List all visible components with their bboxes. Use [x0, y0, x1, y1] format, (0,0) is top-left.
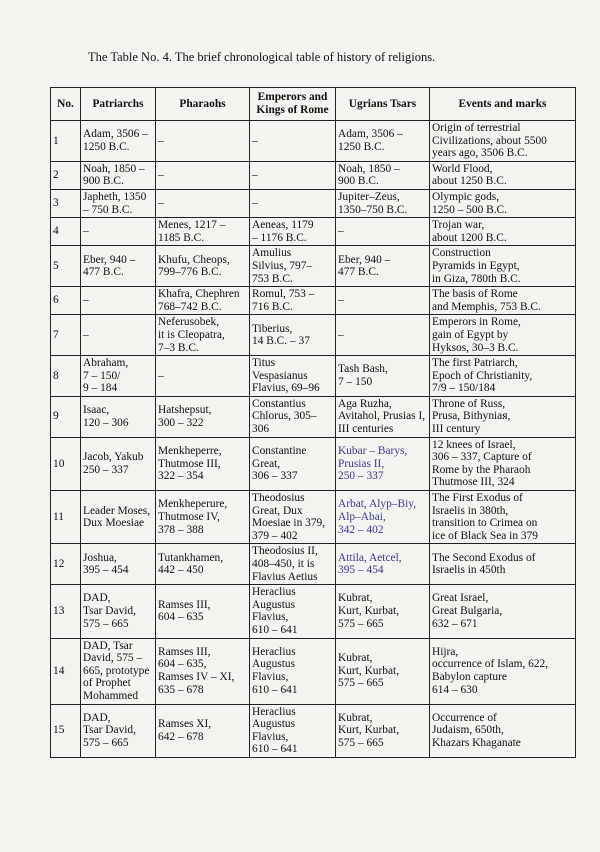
cell-events: Olympic gods, 1250 – 500 B.C.: [430, 189, 576, 217]
table-row: [51, 356, 576, 397]
table-row: [51, 396, 576, 437]
cell-ugrians: Attila, Aetcel, 395 – 454: [336, 544, 430, 585]
cell-no: 14: [51, 638, 81, 704]
cell-pharaohs: –: [156, 161, 250, 189]
cell-emperors: –: [250, 161, 336, 189]
cell-emperors: –: [250, 189, 336, 217]
cell-ugrians: –: [336, 315, 430, 356]
cell-events: Origin of terrestrial Civilizations, about 5500 years ago, 3506 B.C.: [430, 121, 576, 162]
cell-pharaohs: Tutankhamen, 442 – 450: [156, 544, 250, 585]
chronological-table: [50, 87, 576, 758]
table-row: [51, 287, 576, 315]
cell-no: 3: [51, 189, 81, 217]
header-ugrians: Ugrians Tsars: [336, 88, 430, 121]
table-row: [51, 315, 576, 356]
cell-patriarchs: –: [81, 315, 156, 356]
cell-pharaohs: –: [156, 121, 250, 162]
table-body: [51, 121, 576, 758]
cell-pharaohs: Menkheperre, Thutmose III, 322 – 354: [156, 437, 250, 490]
cell-no: 5: [51, 246, 81, 287]
cell-patriarchs: DAD, Tsar David, 575 – 665, prototype of Prophet Mohammed: [81, 638, 156, 704]
header-patriarchs: Patriarchs: [81, 88, 156, 121]
cell-events: Construction Pyramids in Egypt, in Giza, 780th B.C.: [430, 246, 576, 287]
cell-patriarchs: DAD, Tsar David, 575 – 665: [81, 704, 156, 757]
table-row: [51, 437, 576, 490]
cell-pharaohs: Ramses III, 604 – 635: [156, 585, 250, 638]
cell-pharaohs: Menes, 1217 – 1185 B.C.: [156, 218, 250, 246]
cell-events: The First Exodus of Israelis in 380th, transition to Crimea on ice of Black Sea in 379: [430, 491, 576, 544]
cell-ugrians: Jupiter–Zeus, 1350–750 B.C.: [336, 189, 430, 217]
header-no: No.: [51, 88, 81, 121]
cell-ugrians: Tash Bash, 7 – 150: [336, 356, 430, 397]
cell-no: 7: [51, 315, 81, 356]
cell-events: Emperors in Rome, gain of Egypt by Hyksos, 30–3 B.C.: [430, 315, 576, 356]
header-emperors: Emperors and Kings of Rome: [250, 88, 336, 121]
cell-no: 2: [51, 161, 81, 189]
cell-no: 11: [51, 491, 81, 544]
cell-pharaohs: Khafra, Chephren 768–742 B.C.: [156, 287, 250, 315]
cell-patriarchs: Japheth, 1350 – 750 B.C.: [81, 189, 156, 217]
table-row: [51, 704, 576, 757]
cell-emperors: Constantius Chlorus, 305– 306: [250, 396, 336, 437]
table-row: [51, 544, 576, 585]
cell-pharaohs: Neferusobek, it is Cleopatra, 7–3 B.C.: [156, 315, 250, 356]
table-row: [51, 161, 576, 189]
cell-patriarchs: –: [81, 287, 156, 315]
table-row: [51, 246, 576, 287]
cell-events: The basis of Rome and Memphis, 753 B.C.: [430, 287, 576, 315]
cell-patriarchs: Isaac, 120 – 306: [81, 396, 156, 437]
cell-no: 10: [51, 437, 81, 490]
cell-patriarchs: Leader Moses, Dux Moesiae: [81, 491, 156, 544]
cell-no: 8: [51, 356, 81, 397]
cell-ugrians: –: [336, 218, 430, 246]
cell-patriarchs: DAD, Tsar David, 575 – 665: [81, 585, 156, 638]
cell-patriarchs: –: [81, 218, 156, 246]
cell-ugrians: Noah, 1850 – 900 B.C.: [336, 161, 430, 189]
cell-no: 9: [51, 396, 81, 437]
cell-patriarchs: Jacob, Yakub 250 – 337: [81, 437, 156, 490]
table-row: [51, 585, 576, 638]
header-events: Events and marks: [430, 88, 576, 121]
cell-pharaohs: Ramses III, 604 – 635, Ramses IV – XI, 635 – 678: [156, 638, 250, 704]
cell-emperors: Titus Vespasianus Flavius, 69–96: [250, 356, 336, 397]
cell-emperors: Romul, 753 – 716 B.C.: [250, 287, 336, 315]
cell-ugrians: Kubar – Barys, Prusias II, 250 – 337: [336, 437, 430, 490]
cell-ugrians: Adam, 3506 – 1250 B.C.: [336, 121, 430, 162]
cell-pharaohs: Menkheperure, Thutmose IV, 378 – 388: [156, 491, 250, 544]
header-pharaohs: Pharaohs: [156, 88, 250, 121]
table-row: [51, 121, 576, 162]
cell-pharaohs: Khufu, Cheops, 799–776 B.C.: [156, 246, 250, 287]
cell-ugrians: Arbat, Alyp–Biy, Alp–Abai, 342 – 402: [336, 491, 430, 544]
cell-events: World Flood, about 1250 B.C.: [430, 161, 576, 189]
cell-emperors: Constantine Great, 306 – 337: [250, 437, 336, 490]
cell-pharaohs: –: [156, 356, 250, 397]
cell-emperors: Theodosius Great, Dux Moesiae in 379, 379 – 402: [250, 491, 336, 544]
cell-emperors: Tiberius, 14 B.C. – 37: [250, 315, 336, 356]
cell-ugrians: –: [336, 287, 430, 315]
table-header-row: [51, 88, 576, 121]
cell-ugrians: Aga Ruzha, Avitahol, Prusias I, III centuries: [336, 396, 430, 437]
cell-events: The Second Exodus of Israelis in 450th: [430, 544, 576, 585]
cell-patriarchs: Noah, 1850 – 900 B.C.: [81, 161, 156, 189]
cell-emperors: Amulius Silvius, 797– 753 B.C.: [250, 246, 336, 287]
cell-no: 1: [51, 121, 81, 162]
cell-ugrians: Kubrat, Kurt, Kurbat, 575 – 665: [336, 638, 430, 704]
cell-pharaohs: –: [156, 189, 250, 217]
cell-ugrians: Kubrat, Kurt, Kurbat, 575 – 665: [336, 585, 430, 638]
cell-no: 4: [51, 218, 81, 246]
cell-ugrians: Kubrat, Kurt, Kurbat, 575 – 665: [336, 704, 430, 757]
cell-no: 13: [51, 585, 81, 638]
cell-emperors: Theodosius II, 408–450, it is Flavius Aetius: [250, 544, 336, 585]
cell-no: 15: [51, 704, 81, 757]
cell-no: 6: [51, 287, 81, 315]
cell-events: Hijra, occurrence of Islam, 622, Babylon capture 614 – 630: [430, 638, 576, 704]
cell-events: Occurrence of Judaism, 650th, Khazars Khaganate: [430, 704, 576, 757]
document-title: The Table No. 4. The brief chronological table of history of religions.: [88, 50, 436, 64]
cell-patriarchs: Eber, 940 – 477 B.C.: [81, 246, 156, 287]
table-row: [51, 491, 576, 544]
cell-emperors: Heraclius Augustus Flavius, 610 – 641: [250, 585, 336, 638]
cell-patriarchs: Joshua, 395 – 454: [81, 544, 156, 585]
cell-events: The first Patriarch, Epoch of Christianity, 7/9 – 150/184: [430, 356, 576, 397]
cell-patriarchs: Abraham, 7 – 150/ 9 – 184: [81, 356, 156, 397]
cell-events: Great Israel, Great Bulgaria, 632 – 671: [430, 585, 576, 638]
cell-patriarchs: Adam, 3506 – 1250 B.C.: [81, 121, 156, 162]
cell-emperors: –: [250, 121, 336, 162]
cell-emperors: Heraclius Augustus Flavius, 610 – 641: [250, 638, 336, 704]
table-row: [51, 638, 576, 704]
cell-pharaohs: Hatshepsut, 300 – 322: [156, 396, 250, 437]
cell-ugrians: Eber, 940 – 477 B.C.: [336, 246, 430, 287]
cell-no: 12: [51, 544, 81, 585]
cell-events: 12 knees of Israel, 306 – 337, Capture of Rome by the Pharaoh Thutmose III, 324: [430, 437, 576, 490]
table-row: [51, 189, 576, 217]
table-row: [51, 218, 576, 246]
cell-emperors: Heraclius Augustus Flavius, 610 – 641: [250, 704, 336, 757]
cell-emperors: Aeneas, 1179 – 1176 B.C.: [250, 218, 336, 246]
cell-events: Throne of Russ, Prusa, Bithyniaя, III century: [430, 396, 576, 437]
cell-events: Trojan war, about 1200 B.C.: [430, 218, 576, 246]
cell-pharaohs: Ramses XI, 642 – 678: [156, 704, 250, 757]
